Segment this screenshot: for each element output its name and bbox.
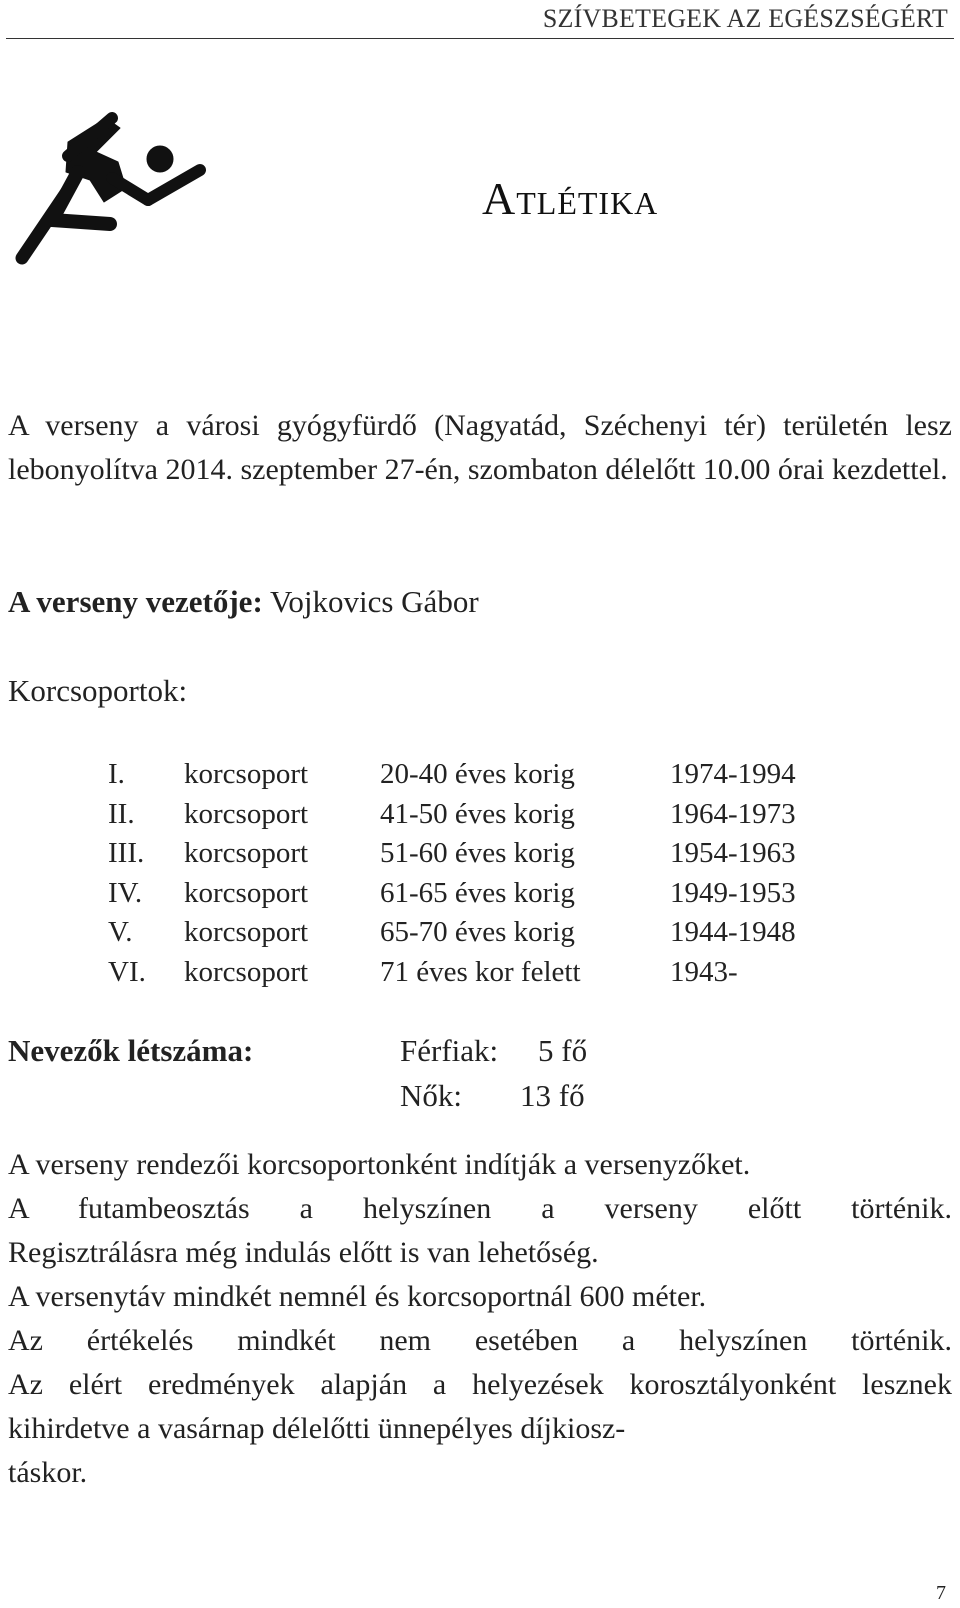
group-number: IV.	[108, 876, 143, 909]
rules-line: Regisztrálásra még indulás előtt is van lehetőség.	[8, 1236, 599, 1269]
women-label: Nők:	[400, 1078, 462, 1113]
group-birth-years: 1974-1994	[670, 758, 796, 790]
intro-paragraph: A verseny a városi gyógyfürdő (Nagyatád, Széchenyi tér) területén lesz lebonyolítva 2014. szeptember 27-én, szombaton délelőtt 10.00 órai kezdettel.	[8, 409, 952, 486]
age-groups-heading: Korcsoportok:	[8, 673, 188, 708]
page-header	[0, 0, 960, 40]
group-number: I.	[108, 758, 125, 790]
group-number: V.	[108, 916, 133, 948]
men-count: 5 fő	[538, 1033, 588, 1068]
rules-line: Az elért eredmények alapján a helyezések korosztályonként lesznek kihirdetve a vasárnap délelőtti ünnepélyes díjkiosz-	[8, 1368, 952, 1445]
age-group-row	[108, 798, 868, 838]
entrants-label: Nevezők létszáma:	[8, 1033, 254, 1068]
group-age-range: 41-50 éves korig	[380, 797, 575, 830]
age-group-row	[108, 837, 868, 877]
group-name: korcsoport	[184, 916, 309, 948]
group-age-range: 61-65 éves korig	[380, 876, 575, 909]
page-title: Atlétika	[482, 173, 659, 224]
rules-line: táskor.	[8, 1456, 88, 1489]
age-group-row	[108, 956, 868, 996]
runner-icon	[8, 110, 213, 275]
group-age-range: 71 éves kor felett	[380, 955, 581, 988]
group-name: korcsoport	[184, 955, 309, 988]
men-label: Férfiak:	[400, 1033, 499, 1068]
rules-line: A versenytáv mindkét nemnél és korcsoportnál 600 méter.	[8, 1280, 707, 1313]
women-count: 13 fő	[520, 1078, 585, 1113]
header-title: SZÍVBETEGEK AZ EGÉSZSÉGÉRT	[542, 4, 948, 33]
group-number: II.	[108, 797, 135, 830]
group-birth-years: 1944-1948	[670, 916, 796, 948]
rules-line: A futambeosztás a helyszínen a verseny előtt történik.	[8, 1192, 952, 1225]
rules-line: Az értékelés mindkét nem esetében a helyszínen történik.	[8, 1324, 952, 1357]
group-age-range: 65-70 éves korig	[380, 916, 575, 948]
page-number: 7	[936, 1582, 946, 1604]
group-birth-years: 1954-1963	[670, 837, 796, 869]
group-number: III.	[108, 837, 145, 869]
rules-paragraph	[8, 1143, 952, 1495]
group-name: korcsoport	[184, 876, 309, 909]
age-group-row	[108, 758, 868, 798]
group-age-range: 51-60 éves korig	[380, 837, 575, 869]
age-group-row	[108, 877, 868, 917]
group-number: VI.	[108, 955, 146, 988]
group-birth-years: 1949-1953	[670, 876, 796, 909]
group-age-range: 20-40 éves korig	[380, 758, 575, 790]
group-name: korcsoport	[184, 797, 309, 830]
rules-line: A verseny rendezői korcsoportonként indítják a versenyzőket.	[8, 1148, 751, 1181]
group-name: korcsoport	[184, 758, 309, 790]
group-birth-years: 1943-	[670, 955, 738, 988]
age-groups-list	[108, 758, 868, 995]
group-birth-years: 1964-1973	[670, 797, 796, 830]
group-name: korcsoport	[184, 837, 309, 869]
organizer-name: Vojkovics Gábor	[269, 584, 479, 619]
age-group-row	[108, 916, 868, 956]
organizer-line	[8, 584, 479, 620]
header-divider	[6, 38, 954, 39]
organizer-label: A verseny vezetője:	[8, 584, 263, 619]
